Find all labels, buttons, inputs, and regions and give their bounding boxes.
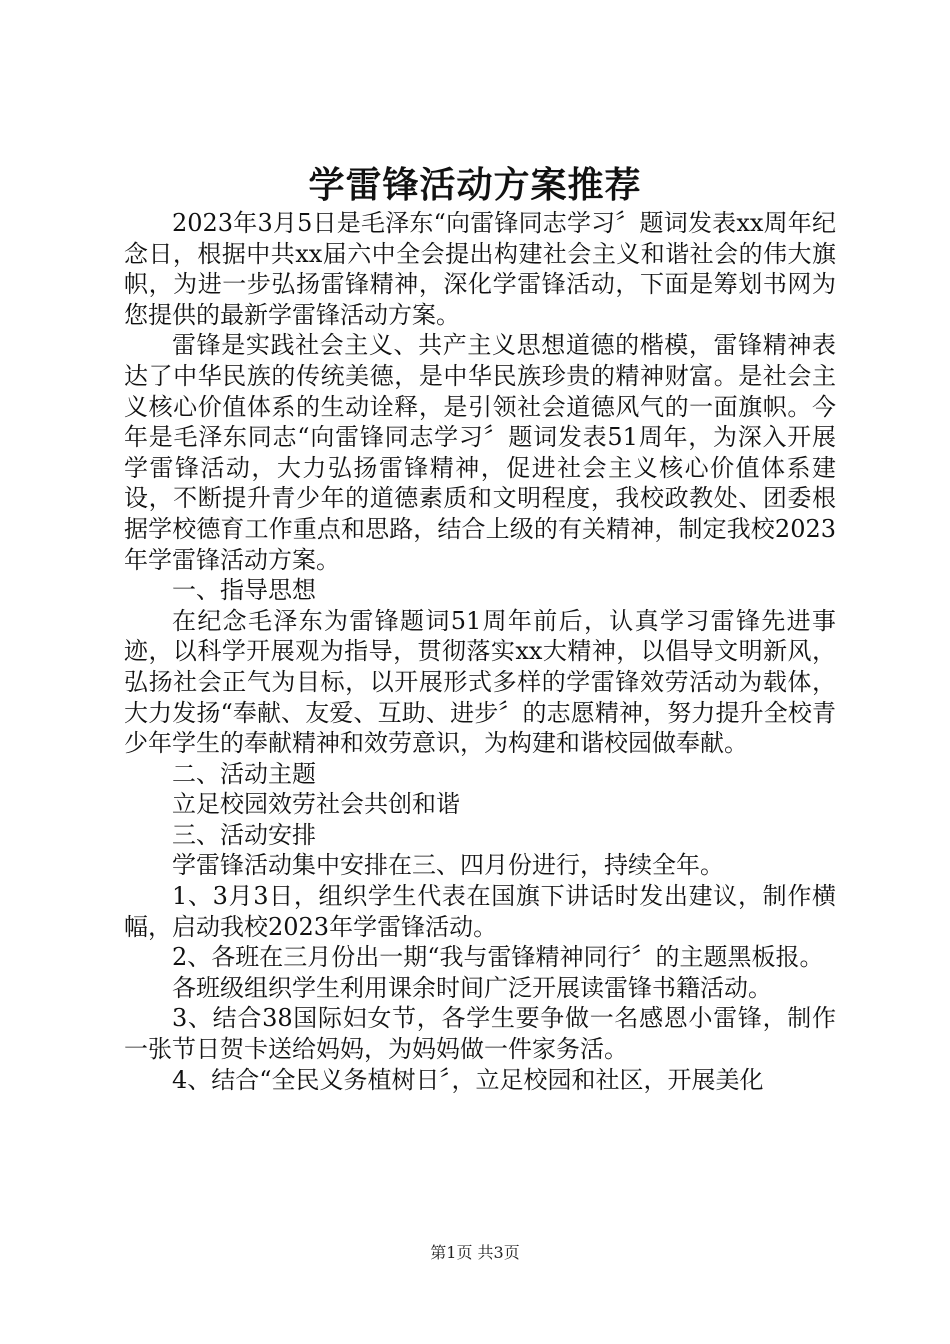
paragraph-background: 雷锋是实践社会主义、共产主义思想道德的楷模，雷锋精神表达了中华民族的传统美德，是中华民族珍贵的精神财富。是社会主义核心价值体系的生动诠释，是引领社会道德风气的一面旗帜。今年是毛泽东同志“向雷锋同志学习〞题词发表51周年，为深入开展学雷锋活动，大力弘扬雷锋精神，促进社会主义核心价值体系建设，不断提升青少年的道德素质和文明程度，我校政教处、团委根据学校德育工作重点和思路，结合上级的有关精神，制定我校2023年学雷锋活动方案。 [124, 331, 836, 574]
page-footer: 第1页 共3页 [430, 1243, 520, 1262]
document-body [124, 208, 836, 1095]
list-item-1: 1、3月3日，组织学生代表在国旗下讲话时发出建议，制作横幅，启动我校2023年学雷锋活动。 [124, 882, 836, 941]
paragraph-intro: 2023年3月5日是毛泽东“向雷锋同志学习〞题词发表xx周年纪念日，根据中共xx届六中全会提出构建社会主义和谐社会的伟大旗帜，为进一步弘扬雷锋精神，深化学雷锋活动，下面是筹划书网为您提供的最新学雷锋活动方案。 [124, 209, 836, 329]
section-heading-guiding-thought: 一、指导思想 [172, 576, 316, 605]
paragraph-reading-activity: 各班级组织学生利用课余时间广泛开展读雷锋书籍活动。 [172, 973, 772, 1002]
page-title: 学雷锋活动方案推荐 [308, 164, 642, 206]
list-item-4: 4、结合“全民义务植树日〞，立足校园和社区，开展美化 [172, 1065, 764, 1094]
paragraph-activity-theme: 立足校园效劳社会共创和谐 [172, 790, 460, 819]
list-item-3: 3、结合38国际妇女节，各学生要争做一名感恩小雷锋，制作一张节日贺卡送给妈妈，为妈妈做一件家务活。 [124, 1004, 836, 1064]
paragraph-arrangement-summary: 学雷锋活动集中安排在三、四月份进行，持续全年。 [172, 851, 724, 880]
section-heading-activity-arrangement: 三、活动安排 [172, 820, 316, 849]
section-heading-activity-theme: 二、活动主题 [172, 759, 316, 788]
list-item-2: 2、各班在三月份出一期“我与雷锋精神同行〞的主题黑板报。 [172, 943, 824, 972]
paragraph-guiding-thought: 在纪念毛泽东为雷锋题词51周年前后，认真学习雷锋先进事迹，以科学开展观为指导，贯彻落实xx大精神，以倡导文明新风，弘扬社会正气为目标，以开展形式多样的学雷锋效劳活动为载体，大力发扬“奉献、友爱、互助、进步〞的志愿精神，努力提升全校青少年学生的奉献精神和效劳意识，为构建和谐校园做奉献。 [124, 606, 836, 758]
